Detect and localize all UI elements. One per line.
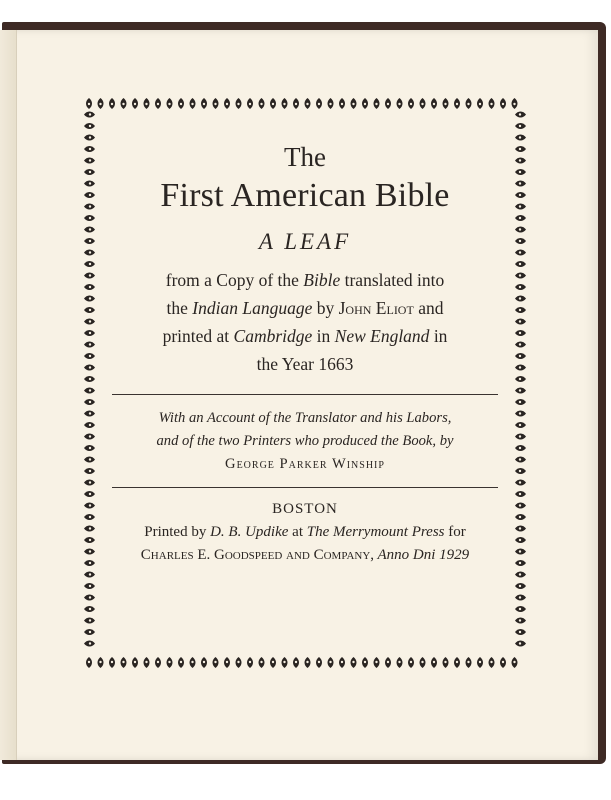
fleuron-icon [362, 657, 368, 668]
fleuron-icon [84, 330, 95, 336]
imprint-publisher-line [112, 544, 498, 567]
imprint-block [112, 498, 498, 567]
fleuron-icon [515, 342, 526, 348]
fleuron-icon [224, 657, 230, 668]
fleuron-icon [98, 657, 104, 668]
account-block [112, 407, 498, 476]
fleuron-icon [515, 399, 526, 405]
desc-bible: Bible [303, 270, 341, 290]
imprint-printer-line [112, 521, 498, 544]
fleuron-icon [84, 560, 95, 566]
fleuron-icon [259, 657, 265, 668]
fleuron-icon [84, 319, 95, 325]
fleuron-icon [515, 273, 526, 279]
fleuron-icon [144, 657, 150, 668]
fleuron-icon [84, 399, 95, 405]
fleuron-icon [339, 657, 345, 668]
fleuron-icon [167, 657, 173, 668]
imprint-press: The Merrymount Press [306, 524, 445, 540]
fleuron-icon [515, 250, 526, 256]
fleuron-icon [515, 549, 526, 555]
fleuron-icon [515, 123, 526, 129]
fleuron-icon [328, 657, 334, 668]
fleuron-icon [515, 284, 526, 290]
fleuron-icon [84, 135, 95, 141]
fleuron-icon [84, 261, 95, 267]
leaf-heading: A LEAF [258, 229, 352, 254]
fleuron-icon [515, 445, 526, 451]
fleuron-icon [84, 204, 95, 210]
fleuron-icon [515, 606, 526, 612]
fleuron-icon [84, 468, 95, 474]
fleuron-icon [374, 657, 380, 668]
imprint-anno: Anno Dni 1929 [374, 547, 470, 563]
fleuron-icon [515, 135, 526, 141]
imprint-text: Printed by [144, 524, 211, 540]
fleuron-icon [84, 629, 95, 635]
fleuron-icon [339, 98, 345, 109]
fleuron-icon [374, 98, 380, 109]
fleuron-icon [201, 657, 207, 668]
fleuron-icon [515, 307, 526, 313]
fleuron-icon [443, 657, 449, 668]
imprint-city: BOSTON [272, 501, 338, 517]
desc-text: in [312, 326, 335, 346]
title-page-text [112, 130, 498, 567]
fleuron-icon [515, 491, 526, 497]
fleuron-icon [178, 98, 184, 109]
fleuron-icon [84, 307, 95, 313]
fleuron-icon [84, 457, 95, 463]
fleuron-icon [84, 273, 95, 279]
account-line: and of the two Printers who produced the Book, by [156, 433, 454, 449]
fleuron-icon [515, 641, 526, 647]
description [112, 266, 498, 378]
fleuron-icon [213, 657, 219, 668]
fleuron-icon [86, 657, 92, 668]
fleuron-icon [305, 657, 311, 668]
fleuron-icon [84, 549, 95, 555]
fleuron-icon [443, 98, 449, 109]
desc-text: in [429, 326, 448, 346]
fleuron-icon [515, 215, 526, 221]
fleuron-icon [515, 411, 526, 417]
fleuron-icon [408, 98, 414, 109]
fleuron-icon [84, 583, 95, 589]
fleuron-icon [84, 595, 95, 601]
fleuron-icon [431, 98, 437, 109]
fleuron-icon [167, 98, 173, 109]
fleuron-icon [489, 98, 495, 109]
desc-text: from a Copy of the [165, 270, 304, 290]
desc-john-eliot: John Eliot [338, 298, 414, 318]
desc-text: by [312, 298, 339, 318]
fleuron-icon [515, 480, 526, 486]
fleuron-icon [316, 98, 322, 109]
fleuron-icon [420, 98, 426, 109]
fleuron-icon [84, 503, 95, 509]
fleuron-icon [515, 296, 526, 302]
fleuron-icon [515, 618, 526, 624]
fleuron-icon [515, 169, 526, 175]
fleuron-icon [84, 537, 95, 543]
author-name: George Parker Winship [225, 456, 385, 472]
fleuron-icon [515, 583, 526, 589]
fleuron-icon [305, 98, 311, 109]
fleuron-icon [489, 657, 495, 668]
fleuron-icon [397, 657, 403, 668]
fleuron-icon [515, 537, 526, 543]
imprint-text: at [288, 524, 307, 540]
fleuron-icon [293, 657, 299, 668]
fleuron-icon [515, 526, 526, 532]
fleuron-icon [515, 365, 526, 371]
fleuron-icon [84, 284, 95, 290]
fleuron-icon [397, 98, 403, 109]
fleuron-icon [84, 641, 95, 647]
fleuron-icon [454, 98, 460, 109]
fleuron-icon [84, 606, 95, 612]
fleuron-icon [515, 434, 526, 440]
fleuron-icon [515, 560, 526, 566]
fleuron-icon [282, 657, 288, 668]
fleuron-icon [155, 98, 161, 109]
fleuron-icon [270, 98, 276, 109]
divider-rule [112, 487, 498, 488]
fleuron-icon [515, 330, 526, 336]
fleuron-icon [84, 388, 95, 394]
divider-rule [112, 394, 498, 395]
fleuron-icon [84, 572, 95, 578]
fleuron-icon [84, 480, 95, 486]
imprint-printer: D. B. Updike [210, 524, 289, 540]
fleuron-icon [515, 503, 526, 509]
fleuron-icon [362, 98, 368, 109]
fleuron-icon [515, 181, 526, 187]
fleuron-icon [121, 657, 127, 668]
fleuron-icon [144, 98, 150, 109]
fleuron-icon [86, 98, 92, 109]
fleuron-icon [84, 365, 95, 371]
fleuron-icon [500, 657, 506, 668]
fleuron-icon [190, 657, 196, 668]
fleuron-icon [500, 98, 506, 109]
fleuron-icon [466, 657, 472, 668]
fleuron-icon [84, 158, 95, 164]
fleuron-icon [84, 238, 95, 244]
fleuron-icon [84, 215, 95, 221]
fleuron-icon [98, 98, 104, 109]
fleuron-icon [316, 657, 322, 668]
fleuron-icon [84, 353, 95, 359]
fleuron-icon [121, 98, 127, 109]
fleuron-icon [515, 422, 526, 428]
fleuron-icon [84, 434, 95, 440]
fleuron-icon [109, 657, 115, 668]
fleuron-icon [477, 98, 483, 109]
fleuron-icon [84, 618, 95, 624]
fleuron-icon [84, 422, 95, 428]
fleuron-icon [431, 657, 437, 668]
fleuron-icon [512, 657, 518, 668]
fleuron-icon [201, 98, 207, 109]
fleuron-icon [84, 445, 95, 451]
fleuron-icon [84, 169, 95, 175]
fleuron-icon [515, 388, 526, 394]
imprint-publisher: Charles E. Goodspeed and Company, [140, 547, 375, 563]
desc-text: and [413, 298, 444, 318]
fleuron-icon [351, 98, 357, 109]
fleuron-icon [477, 657, 483, 668]
desc-cambridge: Cambridge [233, 326, 313, 346]
fleuron-icon [385, 98, 391, 109]
fleuron-icon [84, 227, 95, 233]
fleuron-icon [84, 514, 95, 520]
fleuron-icon [515, 468, 526, 474]
fleuron-icon [408, 657, 414, 668]
desc-new-england: New England [334, 326, 430, 346]
fleuron-icon [515, 261, 526, 267]
fleuron-icon [420, 657, 426, 668]
fleuron-icon [236, 657, 242, 668]
fleuron-icon [84, 192, 95, 198]
fleuron-icon [247, 98, 253, 109]
fleuron-icon [84, 376, 95, 382]
fleuron-icon [385, 657, 391, 668]
fleuron-icon [84, 342, 95, 348]
fleuron-icon [515, 158, 526, 164]
fleuron-icon [84, 296, 95, 302]
fleuron-icon [328, 98, 334, 109]
fleuron-icon [515, 319, 526, 325]
fleuron-icon [84, 250, 95, 256]
fleuron-icon [466, 98, 472, 109]
fleuron-icon [515, 595, 526, 601]
fleuron-icon [454, 657, 460, 668]
title-the: The [284, 142, 326, 172]
desc-text: printed at [162, 326, 234, 346]
fleuron-icon [270, 657, 276, 668]
fleuron-icon [84, 181, 95, 187]
main-title: First American Bible [160, 177, 450, 214]
fleuron-icon [132, 657, 138, 668]
fleuron-icon [132, 98, 138, 109]
fleuron-icon [515, 146, 526, 152]
fleuron-icon [178, 657, 184, 668]
fleuron-icon [109, 98, 115, 109]
fleuron-icon [515, 204, 526, 210]
fleuron-icon [84, 112, 95, 118]
fleuron-icon [515, 227, 526, 233]
desc-text: translated into [340, 270, 445, 290]
fleuron-icon [515, 629, 526, 635]
fleuron-icon [84, 491, 95, 497]
fleuron-icon [515, 457, 526, 463]
fleuron-icon [155, 657, 161, 668]
fleuron-icon [515, 514, 526, 520]
fleuron-icon [515, 192, 526, 198]
fleuron-icon [515, 572, 526, 578]
account-line: With an Account of the Translator and his Labors, [158, 410, 452, 426]
desc-text: the [166, 298, 193, 318]
fleuron-icon [224, 98, 230, 109]
fleuron-icon [190, 98, 196, 109]
fleuron-icon [84, 526, 95, 532]
fleuron-icon [259, 98, 265, 109]
fleuron-icon [84, 411, 95, 417]
fleuron-icon [515, 238, 526, 244]
fleuron-icon [247, 657, 253, 668]
fleuron-icon [236, 98, 242, 109]
fleuron-icon [213, 98, 219, 109]
fleuron-icon [84, 146, 95, 152]
fleuron-icon [515, 376, 526, 382]
fleuron-icon [515, 112, 526, 118]
fleuron-icon [351, 657, 357, 668]
page-edge [0, 30, 17, 760]
fleuron-icon [293, 98, 299, 109]
desc-indian-language: Indian Language [192, 298, 313, 318]
fleuron-icon [84, 123, 95, 129]
fleuron-icon [512, 98, 518, 109]
fleuron-icon [515, 353, 526, 359]
fleuron-icon [282, 98, 288, 109]
imprint-text: for [444, 524, 466, 540]
desc-year: the Year 1663 [256, 354, 354, 374]
